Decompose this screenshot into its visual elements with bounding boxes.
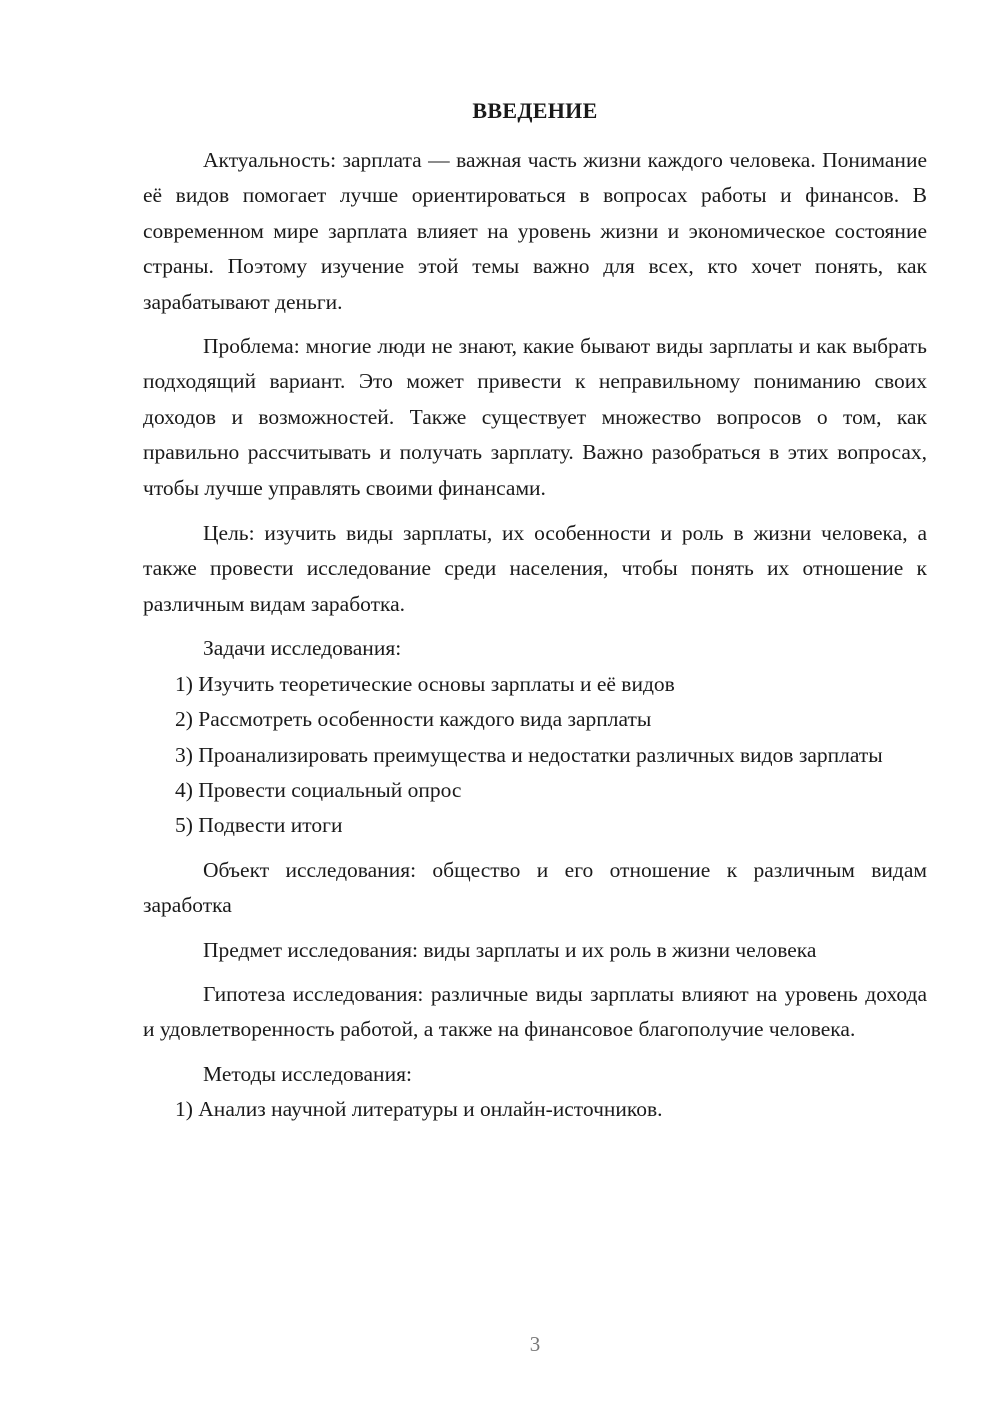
task-item: 5) Подвести итоги (175, 813, 343, 838)
paragraph-object: Объект исследования: общество и его отношение к различным видам заработка (143, 857, 927, 918)
paragraph-subject: Предмет исследования: виды зарплаты и их роль в жизни человека (203, 937, 817, 962)
task-item: 1) Изучить теоретические основы зарплаты и её видов (175, 671, 675, 696)
document-body (143, 143, 927, 1128)
tasks-heading: Задачи исследования: (203, 636, 402, 661)
paragraph-hypothesis: Гипотеза исследования: различные виды зарплаты влияют на уровень дохода и удовлетворенность работой, а также на финансовое благополучие человека. (143, 981, 927, 1042)
paragraph-problem: Проблема: многие люди не знают, какие бывают виды зарплаты и как выбрать подходящий вариант. Это может привести к неправильному пониманию своих доходов и возможностей. Также существует множество вопросов о том, как правильно рассчитывать и получать зарплату. Важно разобраться в этих вопросах, чтобы лучше управлять своими финансами. (143, 334, 927, 500)
task-item: 4) Провести социальный опрос (175, 777, 462, 802)
document-page (143, 0, 927, 1414)
paragraph-relevance: Актуальность: зарплата — важная часть жизни каждого человека. Понимание её видов помогает лучше ориентироваться в вопросах работы и финансов. В современном мире зарплата влияет на уровень жизни и экономическое состояние страны. Поэтому изучение этой темы важно для всех, кто хочет понять, как зарабатывают деньги. (143, 148, 927, 314)
page-number: 3 (529, 1332, 541, 1356)
section-title: ВВЕДЕНИЕ (472, 98, 598, 123)
method-item: 1) Анализ научной литературы и онлайн-источников. (175, 1097, 663, 1122)
task-item: 3) Проанализировать преимущества и недостатки различных видов зарплаты (175, 742, 883, 767)
paragraph-goal: Цель: изучить виды зарплаты, их особенности и роль в жизни человека, а также провести исследование среди населения, чтобы понять их отношение к различным видам заработка. (143, 521, 927, 616)
methods-heading: Методы исследования: (203, 1061, 412, 1086)
task-item: 2) Рассмотреть особенности каждого вида зарплаты (175, 707, 652, 732)
